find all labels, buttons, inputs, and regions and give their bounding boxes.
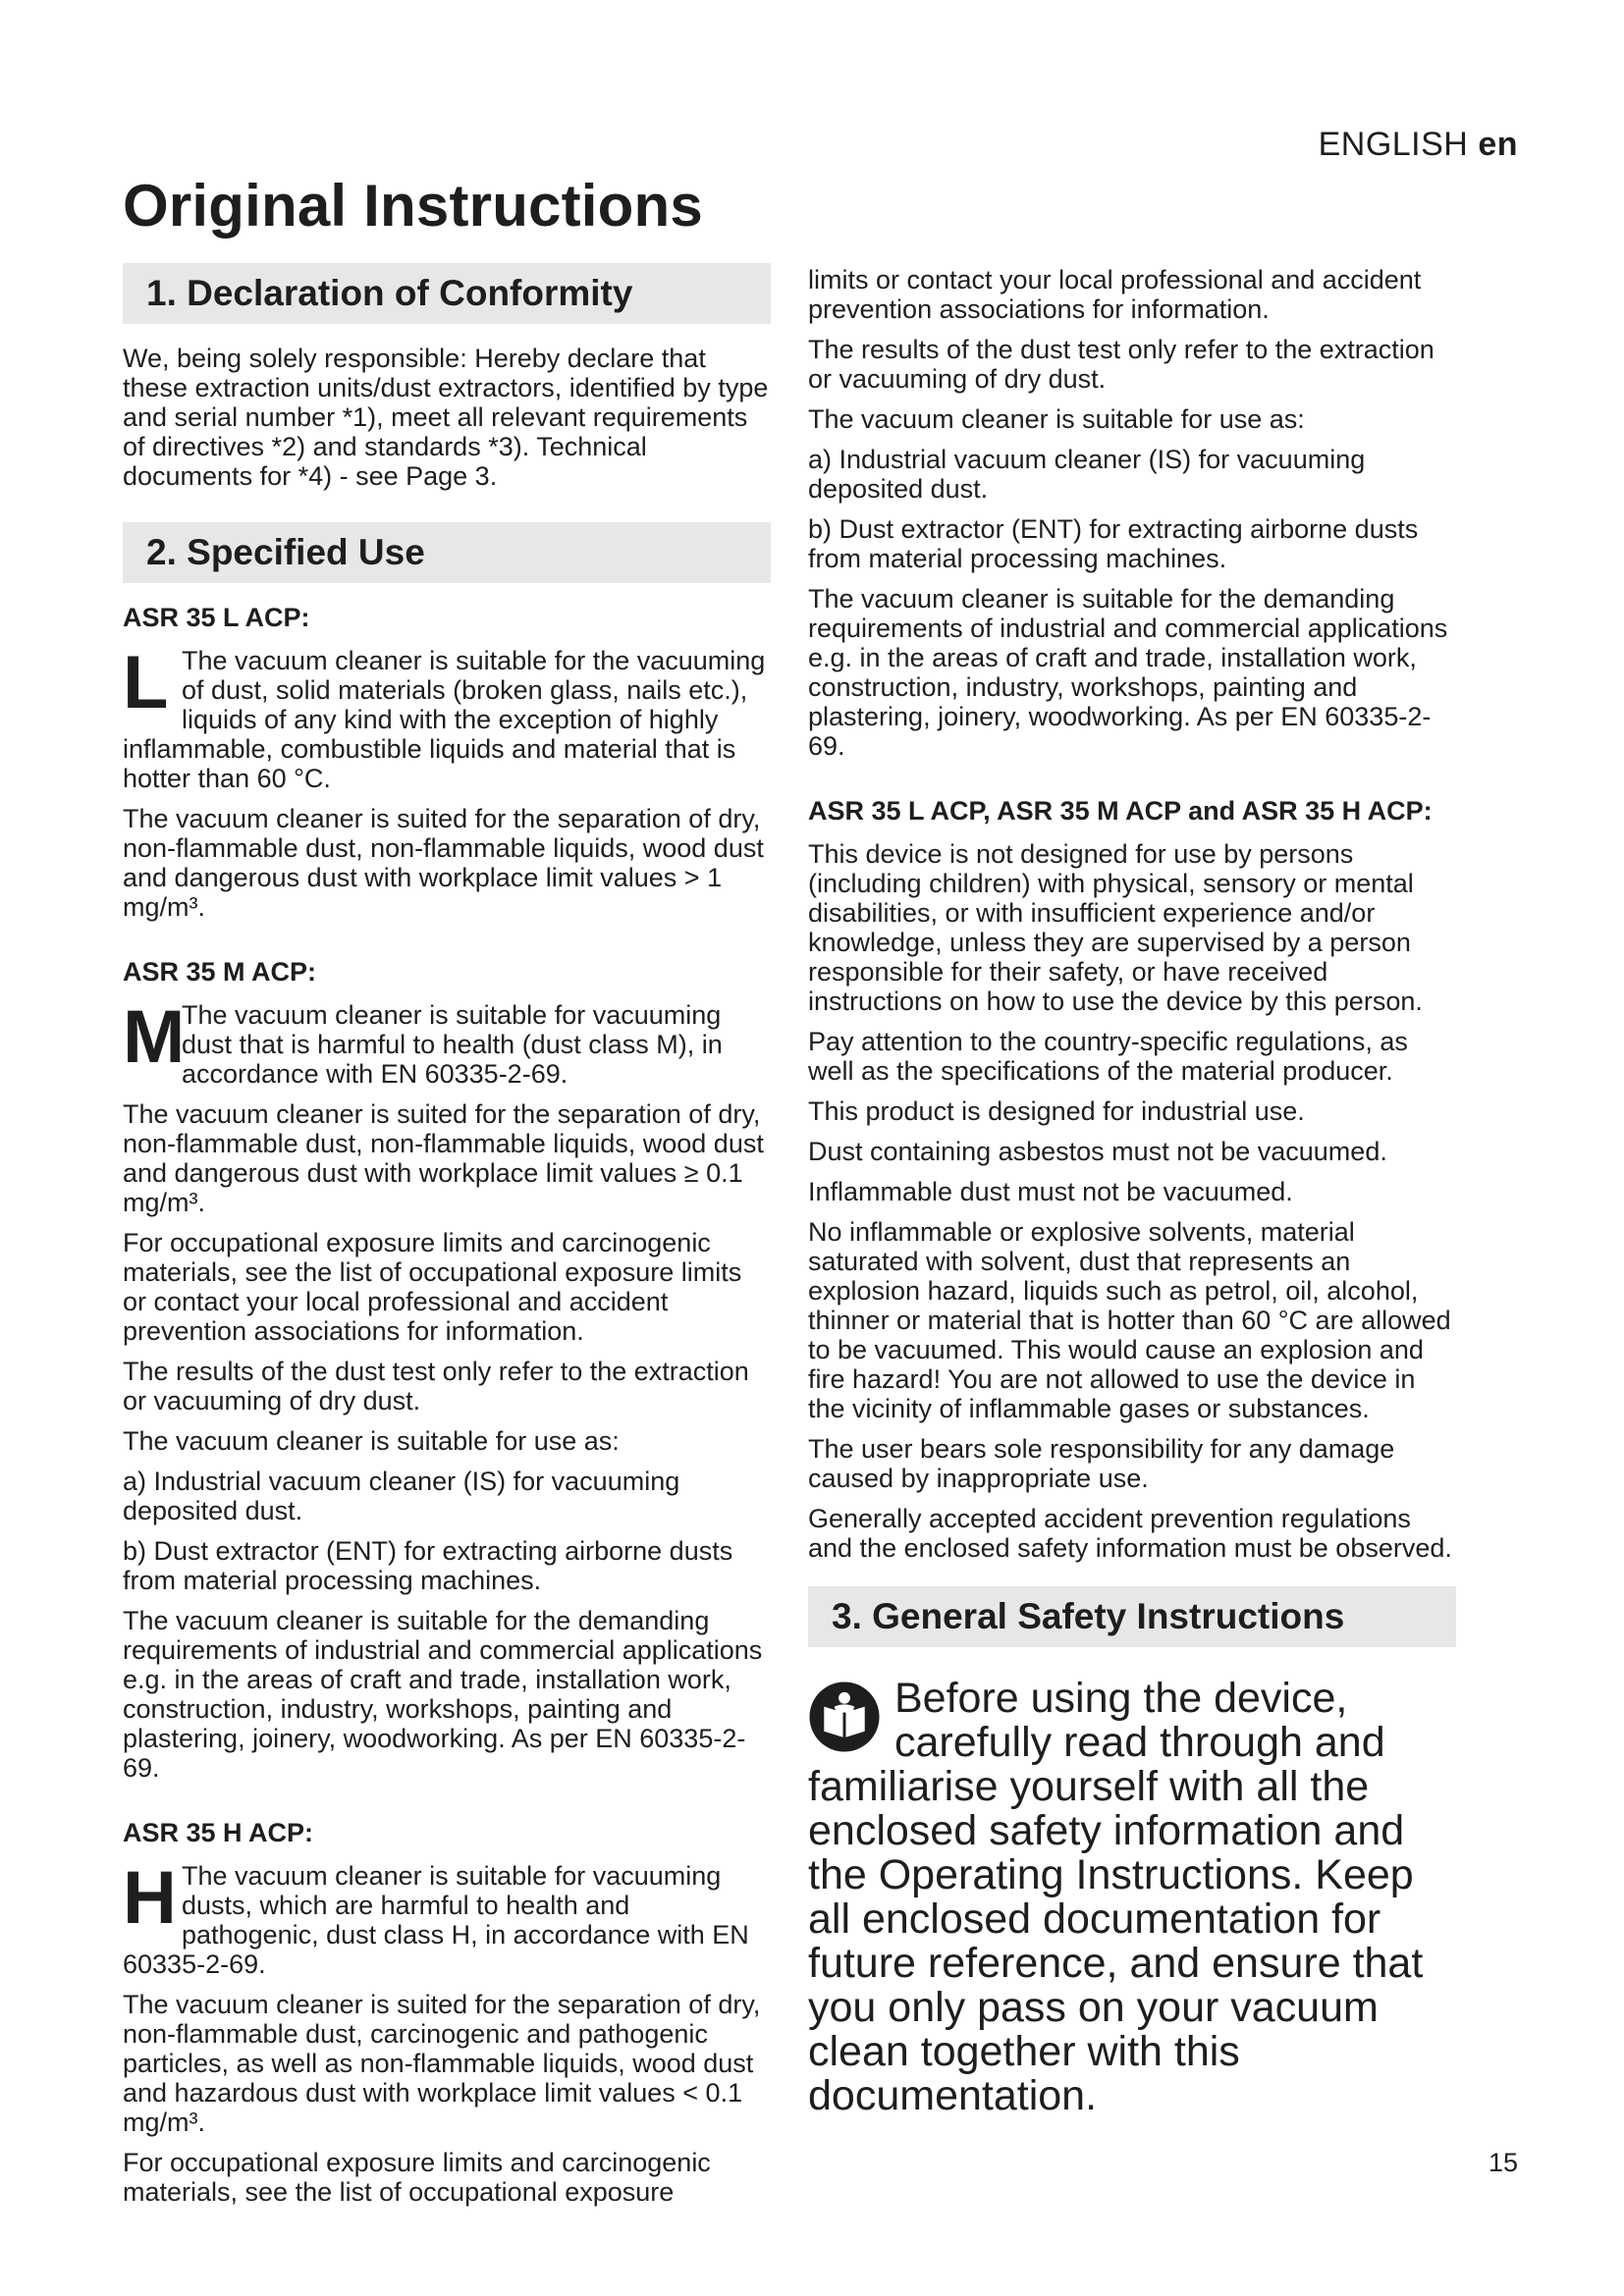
dust-class-m-icon: M: [123, 995, 186, 1079]
asr-m-intro: [123, 995, 771, 1089]
asr-m-p3: For occupational exposure limits and carcinogenic materials, see the list of occupational exposure limits or contact your local professional and accident prevention associations for information.: [123, 1228, 742, 1346]
asr-h-p7: b) Dust extractor (ENT) for extracting airborne dusts from material processing machines.: [808, 514, 1419, 573]
section-heading-declaration: 1. Declaration of Conformity: [123, 263, 771, 324]
section-heading-safety: 3. General Safety Instructions: [808, 1586, 1456, 1647]
asr-h-intro: [123, 1856, 771, 1979]
safety-warning-text: Before using the device, carefully read through and familiarise yourself with all the enclosed safety information and the Operating Instructions. Keep all enclosed documentation for future reference, and ensure that you only pass on your vacuum clean together with this documentation.: [808, 1675, 1424, 2119]
page-number: 15: [1488, 2148, 1518, 2177]
all-models-p8: Generally accepted accident prevention regulations and the enclosed safety information must be observed.: [808, 1504, 1452, 1563]
asr-h-p3-end: limits or contact your local professional and accident prevention associations for information.: [808, 265, 1422, 324]
asr-m-heading: ASR 35 M ACP:: [123, 957, 317, 987]
dust-class-h-icon: H: [123, 1856, 177, 1940]
page-title: Original Instructions: [123, 173, 703, 239]
asr-m-p1: The vacuum cleaner is suitable for vacuuming dust that is harmful to health (dust class M), in accordance with EN 60335-2-69.: [182, 1000, 723, 1089]
all-models-p3: This product is designed for industrial use.: [808, 1096, 1305, 1126]
all-models-p7: The user bears sole responsibility for any damage caused by inappropriate use.: [808, 1434, 1395, 1493]
safety-warning: [808, 1677, 1456, 2118]
asr-l-heading: ASR 35 L ACP:: [123, 603, 310, 632]
language-code: en: [1478, 126, 1518, 163]
all-models-p1: This device is not designed for use by persons (including children) with physical, sensory or mental disabilities, or with insufficient experience and/or knowledge, unless they are supervised by a person responsible for their safety, or have received instructions on how to use the device by this person.: [808, 839, 1423, 1016]
asr-m-p4: The results of the dust test only refer to the extraction or vacuuming of dry dust.: [123, 1357, 749, 1415]
right-column: [808, 265, 1456, 2118]
asr-h-p8: The vacuum cleaner is suitable for the demanding requirements of industrial and commercial applications e.g. in the areas of craft and trade, installation work, construction, industry, workshops, painting and plastering, joinery, woodworking. As per EN 60335-2-69.: [808, 584, 1448, 761]
asr-h-p1: The vacuum cleaner is suitable for vacuuming dusts, which are harmful to health and pathogenic, dust class H, in accordance with EN 60335-2-69.: [123, 1861, 749, 1979]
all-models-p5: Inflammable dust must not be vacuumed.: [808, 1177, 1293, 1206]
all-models-p4: Dust containing asbestos must not be vacuumed.: [808, 1137, 1387, 1166]
declaration-text: We, being solely responsible: Hereby declare that these extraction units/dust extractors, identified by type and serial number *1), meet all relevant requirements of directives *2) and standards *3). Technical documents for *4) - see Page 3.: [123, 344, 769, 491]
asr-m-p8: The vacuum cleaner is suitable for the demanding requirements of industrial and commercial applications e.g. in the areas of craft and trade, installation work, construction, industry, workshops, painting and plastering, joinery, woodworking. As per EN 60335-2-69.: [123, 1606, 763, 1783]
dust-class-l-icon: L: [123, 641, 169, 724]
language-label: ENGLISH: [1318, 126, 1469, 163]
left-column: [123, 263, 771, 2217]
all-models-p2: Pay attention to the country-specific regulations, as well as the specifications of the material producer.: [808, 1027, 1408, 1086]
read-manual-icon: [808, 1681, 881, 1753]
all-models-p6: No inflammable or explosive solvents, material saturated with solvent, dust that represents an explosion hazard, liquids such as petrol, oil, alcohol, thinner or material that is hotter than 60 °C are allowed to be vacuumed. This would cause an explosion and fire hazard! You are not allowed to use the device in the vicinity of inflammable gases or substances.: [808, 1217, 1451, 1423]
asr-h-heading: ASR 35 H ACP:: [123, 1818, 314, 1847]
asr-h-p5: The vacuum cleaner is suitable for use as:: [808, 404, 1305, 434]
asr-m-p6: a) Industrial vacuum cleaner (IS) for vacuuming deposited dust.: [123, 1467, 680, 1525]
section-heading-specified-use: 2. Specified Use: [123, 522, 771, 583]
language-indicator: [1319, 126, 1518, 164]
asr-m-p5: The vacuum cleaner is suitable for use as:: [123, 1426, 620, 1456]
asr-h-p4: The results of the dust test only refer to the extraction or vacuuming of dry dust.: [808, 335, 1435, 394]
asr-l-p2: The vacuum cleaner is suited for the separation of dry, non-flammable dust, non-flammable liquids, wood dust and dangerous dust with workplace limit values > 1 mg/m³.: [123, 804, 764, 922]
asr-l-p1: The vacuum cleaner is suitable for the vacuuming of dust, solid materials (broken glass, nails etc.), liquids of any kind with the exception of highly inflammable, combustible liquids and material that is hotter than 60 °C.: [123, 646, 766, 793]
all-models-heading: ASR 35 L ACP, ASR 35 M ACP and ASR 35 H ACP:: [808, 796, 1433, 826]
asr-m-p7: b) Dust extractor (ENT) for extracting airborne dusts from material processing machines.: [123, 1536, 733, 1595]
asr-h-p2: The vacuum cleaner is suited for the separation of dry, non-flammable dust, carcinogenic and pathogenic particles, as well as non-flammable liquids, wood dust and hazardous dust with workplace limit values < 0.1 mg/m³.: [123, 1990, 761, 2137]
asr-m-p2: The vacuum cleaner is suited for the separation of dry, non-flammable dust, non-flammable liquids, wood dust and dangerous dust with workplace limit values ≥ 0.1 mg/m³.: [123, 1099, 764, 1217]
asr-h-p3-start: For occupational exposure limits and carcinogenic materials, see the list of occupational exposure: [123, 2148, 711, 2207]
asr-l-intro: [123, 641, 771, 793]
asr-h-p6: a) Industrial vacuum cleaner (IS) for vacuuming deposited dust.: [808, 445, 1366, 504]
